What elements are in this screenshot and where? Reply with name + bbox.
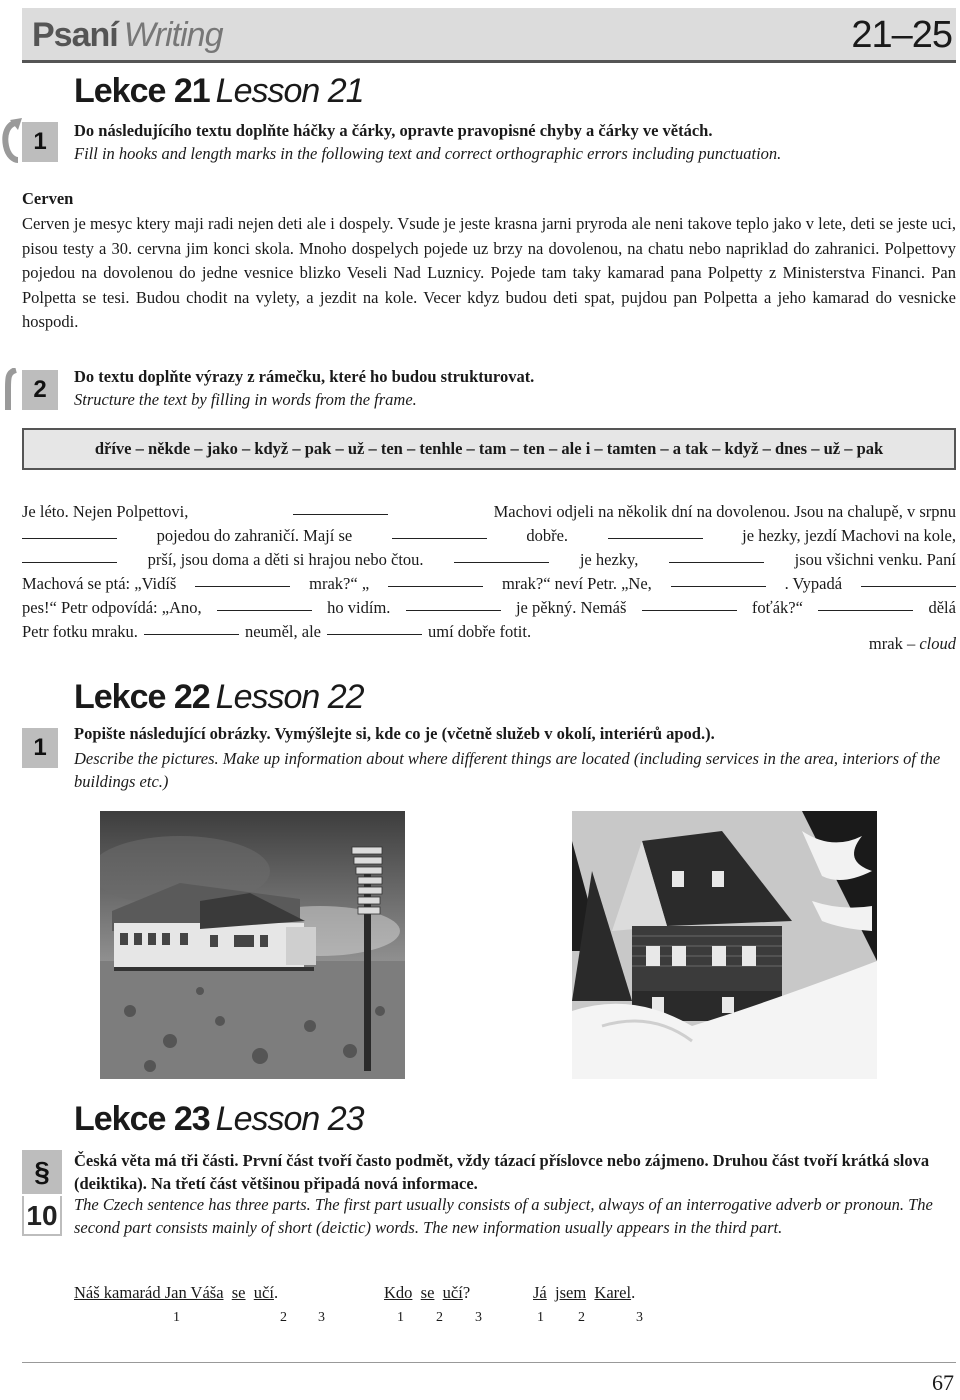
- lesson-21-title-cz: Lekce 21: [74, 72, 210, 110]
- lesson-21-heading: [74, 72, 364, 111]
- exercise-number: 2: [22, 370, 58, 410]
- gap-fill-line: [22, 524, 956, 548]
- text-segment: neuměl, ale: [244, 622, 321, 641]
- answer-blank[interactable]: [217, 596, 312, 611]
- sentence-end: .: [631, 1283, 636, 1302]
- exercise-number: 1: [22, 728, 58, 768]
- section-header: [22, 8, 956, 63]
- sentence-example: [384, 1283, 470, 1303]
- gap-fill-line: [22, 548, 956, 572]
- page-number: 67: [932, 1370, 954, 1395]
- section-title-en: Writing: [123, 16, 223, 54]
- gloss-dash: –: [906, 634, 916, 653]
- bracket-icon: [4, 368, 18, 412]
- sentence-part-3: učí: [253, 1283, 274, 1302]
- answer-blank[interactable]: [22, 524, 117, 539]
- gap-fill-line: [22, 500, 956, 524]
- sentence-example: [533, 1283, 635, 1303]
- sentence-part-1: Náš kamarád Jan Váša: [74, 1283, 224, 1302]
- sentence-part-1: Kdo: [384, 1283, 413, 1302]
- gloss-cz: mrak: [868, 634, 903, 653]
- grammar-rule-en: The Czech sentence has three parts. The first part usually consists of a subject, always of an interrogative adverb or pronoun. The second part consists mainly of short (deictic) words. The new information usually appears in the third part.: [74, 1195, 933, 1237]
- part-number: 1: [537, 1310, 544, 1325]
- lesson-23-title-en: Lesson 23: [215, 1100, 364, 1138]
- answer-blank[interactable]: [861, 572, 956, 587]
- text-segment: prší, jsou doma a děti si hrajou nebo čtou.: [147, 550, 424, 569]
- part-number: 3: [475, 1310, 482, 1325]
- sentence-part-2: se: [420, 1283, 435, 1302]
- part-number: 2: [436, 1310, 443, 1325]
- text-segment: ho vidím.: [327, 598, 391, 617]
- part-number: 3: [636, 1310, 643, 1325]
- text-segment: je hezky, jezdí Machovi na kole,: [742, 526, 956, 545]
- gap-fill-text: [22, 500, 956, 644]
- text-segment: . Vypadá: [784, 574, 843, 593]
- instruction-cz: Popište následující obrázky. Vymýšlejte si, kde co je (včetně služeb v okolí, interiérů apod.).: [74, 724, 715, 743]
- sentence-end: ?: [462, 1283, 471, 1302]
- exercise-number: 1: [22, 122, 58, 162]
- answer-blank[interactable]: [671, 572, 766, 587]
- lesson-22-title-cz: Lekce 22: [74, 678, 210, 716]
- lesson-22-title-en: Lesson 22: [215, 678, 364, 716]
- text-segment: umí dobře fotit.: [427, 622, 532, 641]
- sentence-example: [74, 1283, 278, 1303]
- text-segment: dobře.: [526, 526, 569, 545]
- section-title-cz: Psaní: [32, 16, 118, 54]
- gap-fill-line: [22, 620, 956, 644]
- text-segment: mrak?“ neví Petr. „Ne,: [501, 574, 652, 593]
- text-segment: Je léto. Nejen Polpettovi,: [22, 502, 189, 521]
- text-segment: mrak?“ „: [309, 574, 370, 593]
- text-segment: Machovi odjeli na několik dní na dovolenou. Jsou na chalupě, v srpnu: [493, 502, 956, 521]
- part-number: 2: [280, 1310, 287, 1325]
- text-segment: je hezky,: [579, 550, 639, 569]
- text-segment: je pěkný. Nemáš: [515, 598, 627, 617]
- gloss-en: cloud: [919, 634, 956, 653]
- grammar-rule-cz: Česká věta má tři části. První část tvoří často podmět, vždy tázací příslovce nebo zájmeno. Druhou část tvoří krátká slova (deiktika). Na třetí část většinou připadá nová informace.: [74, 1151, 930, 1193]
- section-title: [32, 16, 223, 55]
- refresh-icon: [2, 118, 22, 164]
- footer-rule: [22, 1362, 956, 1363]
- glossary-note: [869, 634, 956, 654]
- section-symbol: §: [22, 1150, 62, 1194]
- answer-blank[interactable]: [293, 500, 388, 515]
- answer-blank[interactable]: [392, 524, 487, 539]
- lesson-22-heading: [74, 678, 364, 717]
- exercise-text: Cerven je mesyc ktery maji radi nejen deti ale i dospely. Vsude je jeste krasna jarni pryroda ale neni takove teplo jako v lete, deti se jeste uci, pisou testy a 30. cervna jim konci skola. Mnoho dospelych pojede uz brzy na dovolenou, na chatu nebo napriklad do zahranici. Polpettovy pojedou na dovolenou do jedne vesnice blizko Veseli Nad Luznicy. Pojede tam taky kamarad pana Polpetty z Ministerstva Financi. Pan Polpetta se tesi. Budou chodit na vylety, a jezdit na kole. Vecer kdyz budou deti spat, pujdou pan Polpetta a jeho kamarad do vesnicke hospodi.: [22, 214, 956, 331]
- answer-blank[interactable]: [642, 596, 737, 611]
- answer-blank[interactable]: [22, 548, 117, 563]
- part-number: 1: [173, 1310, 180, 1325]
- part-number: 3: [318, 1310, 325, 1325]
- answer-blank[interactable]: [327, 620, 422, 635]
- text-segment: pojedou do zahraničí. Mají se: [156, 526, 353, 545]
- instruction-en: Structure the text by filling in words from the frame.: [74, 390, 417, 409]
- answer-blank[interactable]: [406, 596, 501, 611]
- sentence-part-2: jsem: [555, 1283, 587, 1302]
- text-segment: jsou všichni venku. Paní: [794, 550, 956, 569]
- instruction-en: Fill in hooks and length marks in the following text and correct orthographic errors including punctuation.: [74, 144, 782, 163]
- grammar-badge: [22, 1150, 62, 1236]
- answer-blank[interactable]: [144, 620, 239, 635]
- gap-fill-line: [22, 572, 956, 596]
- lesson-21-title-en: Lesson 21: [215, 72, 364, 110]
- part-number: 1: [397, 1310, 404, 1325]
- grammar-number: 10: [22, 1196, 62, 1236]
- sentence-part-3: Karel: [594, 1283, 632, 1302]
- sentence-end: .: [273, 1283, 279, 1302]
- text-segment: Petr fotku mraku.: [22, 622, 138, 641]
- lesson-range: 21–25: [851, 14, 952, 56]
- snowy-cottage-photo: [572, 811, 877, 1079]
- sentence-part-3: učí: [442, 1283, 463, 1302]
- text-segment: Machová se ptá: „Vidíš: [22, 574, 177, 593]
- mountain-hut-photo: [100, 811, 405, 1079]
- word-frame: dříve – někde – jako – když – pak – už – ten – tenhle – tam – ten – ale i – tamten – a tak – když – dnes – už – pak: [22, 428, 956, 470]
- answer-blank[interactable]: [669, 548, 764, 563]
- lesson-23-title-cz: Lekce 23: [74, 1100, 210, 1138]
- instruction-cz: Do následujícího textu doplňte háčky a čárky, opravte pravopisné chyby a čárky ve větách.: [74, 121, 713, 140]
- lesson-23-heading: [74, 1100, 364, 1139]
- sentence-part-2: se: [231, 1283, 246, 1302]
- instruction-cz: Do textu doplňte výrazy z rámečku, které ho budou strukturovat.: [74, 367, 535, 386]
- text-segment: dělá: [928, 598, 956, 617]
- gap-fill-line: [22, 596, 956, 620]
- answer-blank[interactable]: [818, 596, 913, 611]
- text-segment: pes!“ Petr odpovídá: „Ano,: [22, 598, 202, 617]
- answer-blank[interactable]: [195, 572, 290, 587]
- part-number: 2: [578, 1310, 585, 1325]
- answer-blank[interactable]: [608, 524, 703, 539]
- text-segment: foťák?“: [751, 598, 803, 617]
- sentence-part-1: Já: [533, 1283, 547, 1302]
- answer-blank[interactable]: [454, 548, 549, 563]
- answer-blank[interactable]: [388, 572, 483, 587]
- text-title: Cerven: [22, 189, 74, 208]
- instruction-en: Describe the pictures. Make up information about where different things are located (including services in the area, interiors of the buildings etc.): [74, 749, 941, 791]
